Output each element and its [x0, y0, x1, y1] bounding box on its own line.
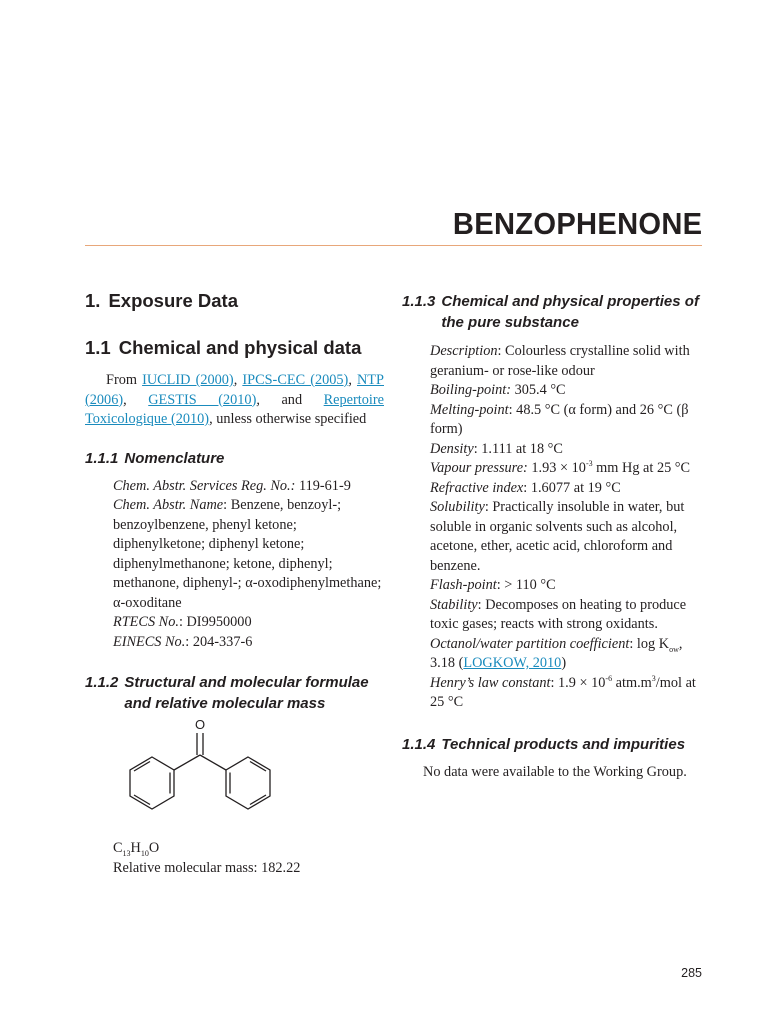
ref-link-repertoire-toxicologique[interactable]: Repertoire Toxicologique (2010): [85, 391, 384, 427]
subsection-heading-technical-products: 1.1.4 Technical products and impurities: [402, 735, 686, 753]
molecular-formula: $C_{13}H_{10}O$: [113, 840, 160, 858]
subsection-heading-structural-formulae: 1.1.2 Structural and molecular formulae and relative molecular mass: [85, 674, 369, 712]
molecular-formula-block: [85, 839, 384, 878]
property-refractive-index: Refractive index: 1.6077 at 19 °C: [430, 479, 621, 496]
ref-link-ipcs-cec[interactable]: IPCS-CEC (2005): [242, 372, 349, 388]
property-solubility: Solubility: Practically insoluble in water, but soluble in organic solvents such as alcohol, acetone, ether, acetic acid, chloroform and benzene.: [430, 499, 685, 574]
nomenclature-list: [85, 477, 384, 653]
subsection-heading-nomenclature: 1.1.1 Nomenclature: [85, 449, 225, 467]
right-column: [402, 288, 702, 782]
ref-link-ntp[interactable]: NTP (2006): [85, 372, 384, 408]
section-heading-exposure-data: 1. Exposure Data: [85, 290, 238, 311]
ref-link-gestis[interactable]: GESTIS (2010): [148, 391, 257, 408]
property-stability: Stability: Decomposes on heating to produce toxic gases; reacts with strong oxidants.: [430, 596, 687, 632]
cas-number: Chem. Abstr. Services Reg. No.: 119-61-9: [113, 477, 351, 494]
page-title: BENZOPHENONE: [452, 206, 702, 241]
intro-paragraph: From IUCLID (2000), IPCS-CEC (2005), NTP (2006), GESTIS (2010), and Repertoire Toxicologique (2010), unless otherwise specified: [85, 372, 384, 427]
title-divider: [85, 245, 702, 246]
technical-products-text: No data were available to the Working Group.: [423, 763, 687, 780]
property-melting-point: Melting-point: 48.5 °C (α form) and 26 °C (β form): [430, 401, 689, 437]
page-number: 285: [681, 966, 702, 980]
property-density: Density: 1.111 at 18 °C: [430, 440, 563, 457]
property-boiling-point: Boiling-point: 305.4 °C: [430, 382, 566, 398]
oxygen-atom-label: O: [194, 717, 206, 732]
property-henrys-law-constant: Henry’s law constant: $1.9 \times 10^{-6}$ $atm.m^3$/mol at 25 °C: [430, 673, 696, 710]
properties-list: [402, 342, 702, 713]
property-partition-coefficient: Octanol/water partition coefficient: $\log K_{ow}$, 3.18 (LOGKOW, 2010): [430, 635, 683, 671]
property-description: Description: Colourless crystalline solid with geranium- or rose-like odour: [430, 343, 690, 379]
subsection-heading-properties: 1.1.3 Chemical and physical properties of the pure substance: [402, 293, 699, 331]
property-vapour-pressure: Vapour pressure: $1.93 \times 10^{-3}$ mm Hg at 25 °C: [430, 459, 691, 476]
left-column: [85, 288, 384, 878]
rtecs-number: RTECS No.: DI9950000: [113, 614, 252, 630]
benzophenone-structure-diagram: [103, 714, 283, 819]
einecs-number: EINECS No.: 204-337-6: [113, 633, 253, 650]
ref-link-iuclid[interactable]: IUCLID (2000): [142, 372, 234, 388]
ref-link-logkow[interactable]: LOGKOW, 2010: [463, 655, 562, 671]
property-flash-point: Flash-point: > 110 °C: [430, 577, 556, 593]
chem-abstr-name: Chem. Abstr. Name: Benzene, benzoyl-; benzoylbenzene, phenyl ketone; diphenylketone; diphenyl ketone; diphenylmethanone; ketone, diphenyl; methanone, diphenyl-; α-oxodiphenylmethane; α-oxoditane: [113, 497, 382, 611]
section-heading-chemical-physical-data: 1.1 Chemical and physical data: [85, 337, 362, 358]
relative-molecular-mass: Relative molecular mass: 182.22: [113, 859, 301, 876]
